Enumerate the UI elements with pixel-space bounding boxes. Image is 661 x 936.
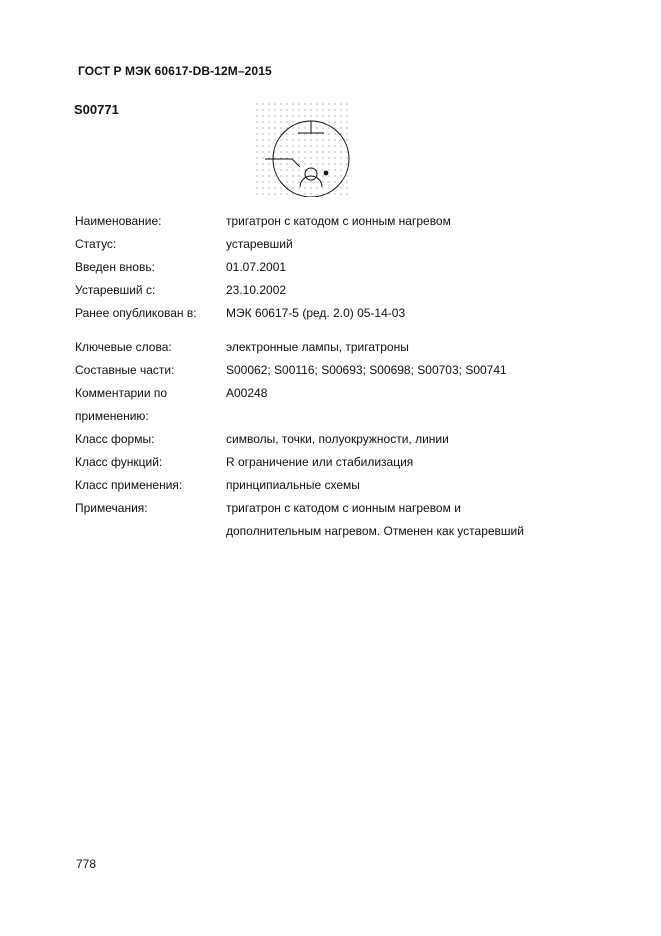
detail-value: принципиальные схемы (226, 478, 360, 492)
detail-label: Составные части: (75, 363, 175, 377)
attribute-label: Наименование: (75, 214, 162, 228)
detail-row-comments (75, 382, 576, 405)
page-number: 778 (76, 857, 97, 871)
detail-value: электронные лампы, тригатроны (226, 340, 409, 354)
detail-value: дополнительным нагревом. Отменен как устаревший (226, 524, 524, 538)
attribute-label: Устаревший с: (75, 283, 156, 297)
document-header: ГОСТ Р МЭК 60617-DB-12M–2015 (78, 64, 272, 78)
detail-row-application-class (75, 474, 576, 497)
detail-label: применению: (75, 409, 149, 423)
symbol-code: S00771 (74, 102, 119, 117)
attribute-row-name (75, 210, 576, 233)
detail-row-comments-cont (75, 405, 576, 428)
attributes-table (75, 210, 576, 543)
section-gap (75, 325, 576, 336)
detail-row-keywords (75, 336, 576, 359)
attribute-value: 23.10.2002 (226, 283, 287, 297)
detail-row-function-class (75, 451, 576, 474)
attribute-value: 01.07.2001 (226, 260, 287, 274)
detail-row-shape-class (75, 428, 576, 451)
detail-value: R ограничение или стабилизация (226, 455, 414, 469)
attribute-row-published (75, 302, 576, 325)
detail-label: Класс применения: (75, 478, 183, 492)
attribute-value: тригатрон с катодом с ионным нагревом (226, 214, 451, 228)
detail-value (226, 405, 576, 428)
detail-label: Класс функций: (75, 455, 163, 469)
attribute-row-obsolete (75, 279, 576, 302)
trigatron-ionic-cathode-symbol-icon (254, 101, 354, 202)
attribute-label: Ранее опубликован в: (75, 306, 197, 320)
detail-row-components (75, 359, 576, 382)
attribute-value: устаревший (226, 237, 293, 251)
detail-value: тригатрон с катодом с ионным нагревом и (226, 501, 461, 515)
detail-label: Ключевые слова: (75, 340, 172, 354)
attribute-label: Статус: (75, 237, 117, 251)
attribute-row-introduced (75, 256, 576, 279)
detail-label: Примечания: (75, 501, 148, 515)
attribute-value: МЭК 60617-5 (ред. 2.0) 05-14-03 (226, 306, 406, 320)
detail-label (75, 520, 226, 543)
detail-row-notes-cont (75, 520, 576, 543)
detail-value: A00248 (226, 386, 268, 400)
detail-value: символы, точки, полуокружности, линии (226, 432, 449, 446)
detail-row-notes (75, 497, 576, 520)
detail-value: S00062; S00116; S00693; S00698; S00703; S00741 (226, 363, 507, 377)
detail-label: Класс формы: (75, 432, 155, 446)
attribute-label: Введен вновь: (75, 260, 155, 274)
attribute-row-status (75, 233, 576, 256)
detail-label: Комментарии по (75, 386, 168, 400)
